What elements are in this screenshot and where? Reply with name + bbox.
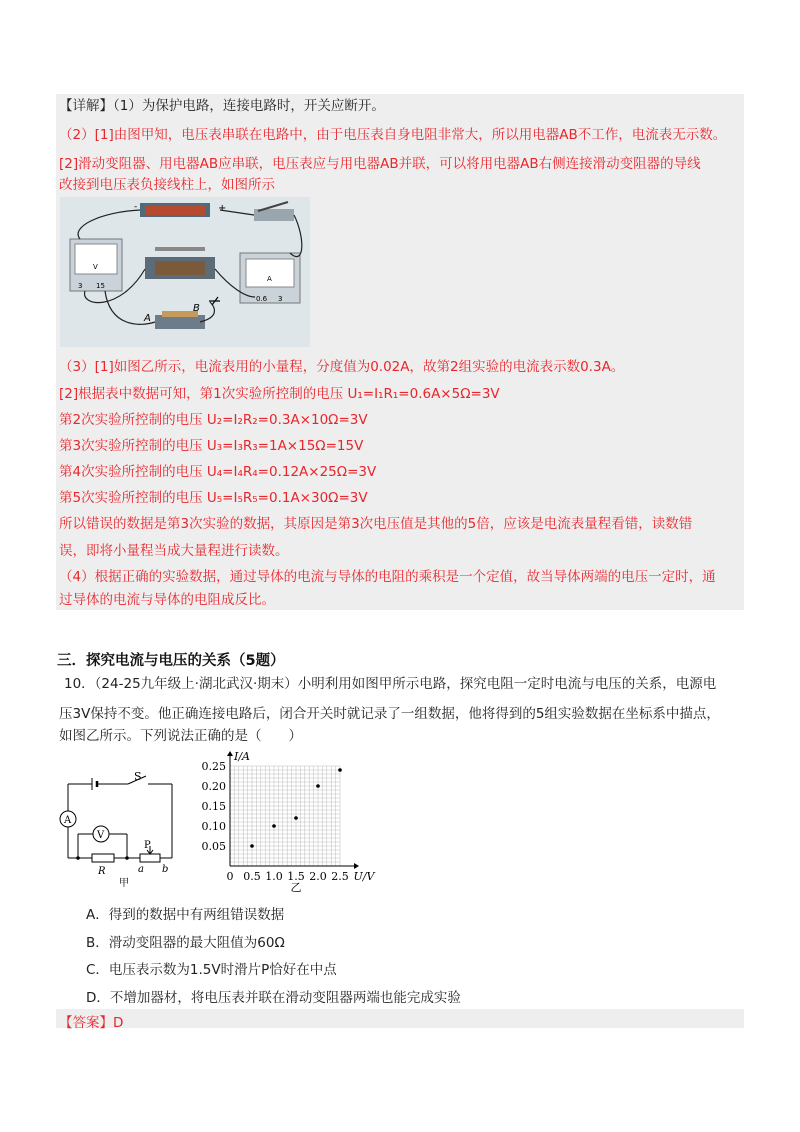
y-tick-label: 0.20 — [201, 780, 226, 793]
answer-panel — [56, 1009, 744, 1028]
x-tick-label: 1.5 — [287, 870, 305, 883]
data-point — [272, 824, 276, 828]
option-d: D．不增加器材，将电压表并联在滑动变阻器两端也能完成实验 — [86, 990, 461, 1006]
section-title: 三．探究电流与电压的关系（5题） — [57, 653, 285, 669]
detail-line-12: 误，即将小量程当成大量程进行读数。 — [59, 543, 289, 559]
y-axis-arrow — [227, 751, 233, 756]
option-b: B．滑动变阻器的最大阻值为60Ω — [86, 935, 285, 951]
resistor-label: R — [98, 866, 106, 877]
detail-line-14: 过导体的电流与导体的电阻成反比。 — [59, 592, 275, 608]
x-tick-label: 2.0 — [309, 870, 327, 883]
answer-text: 【答案】D — [59, 1015, 124, 1031]
y-axis-label: I/A — [234, 750, 250, 763]
x-tick-label: 1.0 — [265, 870, 283, 883]
circuit-diagram — [52, 768, 187, 890]
data-point — [316, 784, 320, 788]
voltmeter-label: V — [97, 830, 105, 841]
ammeter-label: A — [64, 815, 72, 826]
question-line-2: 压3V保持不变。他正确连接电路后，闭合开关时就记录了一组数据，他将得到的5组实验数据在坐标系中描点， — [59, 706, 720, 722]
x-tick-label: 2.5 — [331, 870, 349, 883]
battery-minus-label: - — [134, 202, 138, 212]
detail-line-7: 第2次实验所控制的电压 U₂=I₂R₂=0.3A×10Ω=3V — [59, 412, 368, 428]
detail-line-9: 第4次实验所控制的电压 U₄=I₄R₄=0.12A×25Ω=3V — [59, 464, 377, 480]
circuit-caption: 甲 — [119, 878, 129, 889]
detail-line-13: （4）根据正确的实验数据，通过导体的电流与导体的电阻的乘积是一个定值，故当导体两端的电压一定时，通 — [59, 569, 716, 585]
x-axis-arrow — [354, 863, 359, 869]
slider-label: P — [144, 840, 151, 851]
detail-line-11: 所以错误的数据是第3次实验的数据，其原因是第3次电压值是其他的5倍，应该是电流表量程看错，读数错 — [59, 516, 693, 532]
detail-line-2: （2）[1]由图甲知，电压表串联在电路中，由于电压表自身电阻非常大，所以用电器AB不工作，电流表无示数。 — [59, 127, 727, 143]
detail-line-8: 第3次实验所控制的电压 U₃=I₃R₃=1A×15Ω=15V — [59, 438, 364, 454]
y-tick-label: 0.25 — [201, 760, 226, 773]
terminal-a-label: A — [144, 313, 151, 324]
ammeter-symbol: A — [267, 275, 272, 283]
voltmeter-symbol: V — [93, 263, 98, 271]
detail-line-1: 【详解】（1）为保护电路，连接电路时，开关应断开。 — [59, 98, 385, 114]
option-a: A．得到的数据中有两组错误数据 — [86, 907, 285, 923]
y-tick-label: 0.15 — [201, 800, 226, 813]
question-line-3: 如图乙所示。下列说法正确的是（ ） — [59, 728, 302, 744]
ammeter-term-3: 3 — [278, 295, 283, 303]
detail-line-4: 改接到电压表负接线柱上，如图所示 — [59, 177, 275, 193]
question-line-1: 10．（24-25九年级上·湖北武汉·期末）小明利用如图甲所示电路，探究电阻一定时电流与电压的关系，电源电 — [64, 676, 717, 692]
chart-caption: 乙 — [290, 881, 302, 894]
detail-line-10: 第5次实验所控制的电压 U₅=I₅R₅=0.1A×30Ω=3V — [59, 490, 368, 506]
data-point — [294, 816, 298, 820]
terminal-b-label: b — [162, 864, 169, 875]
voltmeter-term-15: 15 — [96, 282, 105, 290]
option-c: C．电压表示数为1.5V时滑片P恰好在中点 — [86, 962, 337, 978]
battery-plus-label: + — [218, 203, 227, 214]
ammeter-term-06: 0.6 — [256, 295, 268, 303]
detail-line-6: [2]根据表中数据可知，第1次实验所控制的电压 U₁=I₁R₁=0.6A×5Ω=3V — [59, 386, 500, 402]
data-point — [338, 768, 342, 772]
voltmeter-term-3: 3 — [78, 282, 83, 290]
detail-line-5: （3）[1]如图乙所示，电流表用的小量程，分度值为0.02A，故第2组实验的电流表示数0.3A。 — [59, 359, 625, 375]
x-tick-label: 0 — [226, 870, 234, 883]
apparatus-photo — [60, 197, 310, 347]
terminal-a-label: a — [138, 864, 144, 875]
x-axis-label: U/V — [353, 870, 375, 883]
switch-label: S — [134, 770, 142, 783]
x-tick-label: 0.5 — [243, 870, 261, 883]
data-point — [250, 844, 254, 848]
detail-line-3: [2]滑动变阻器、用电器AB应串联，电压表应与用电器AB并联，可以将用电器AB右侧连接滑动变阻器的导线 — [59, 156, 701, 172]
iv-chart — [196, 750, 375, 894]
y-tick-label: 0.05 — [201, 840, 226, 853]
y-tick-label: 0.10 — [201, 820, 226, 833]
terminal-b-label: B — [193, 303, 200, 314]
